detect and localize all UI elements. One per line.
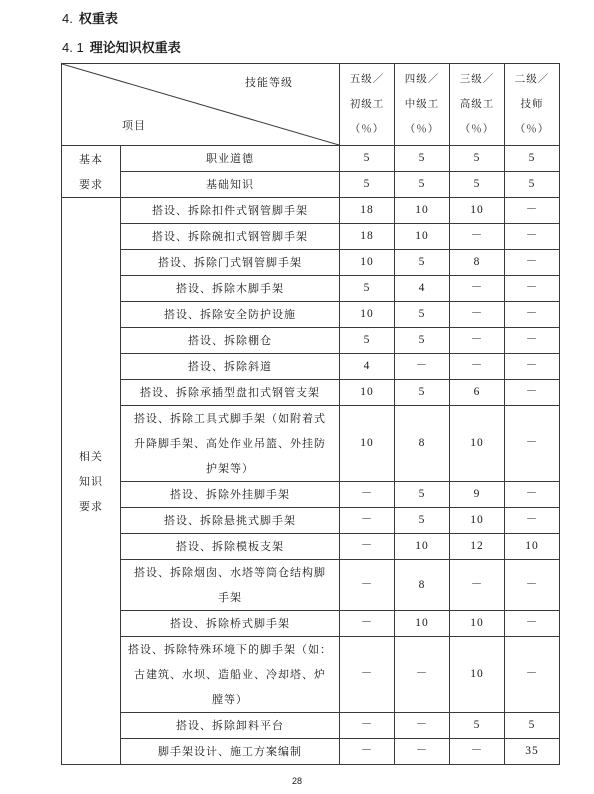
table-row	[62, 302, 560, 328]
value-cell: 18	[340, 224, 395, 250]
level-header: 四级／ 中级工 （％）	[395, 64, 450, 146]
value-cell: －	[450, 328, 505, 354]
value-cell: 10	[340, 380, 395, 406]
item-cell: 搭设、拆除承插型盘扣式钢管支架	[121, 380, 340, 406]
value-cell: －	[450, 739, 505, 765]
table-row	[62, 508, 560, 534]
value-cell: 5	[450, 172, 505, 198]
value-cell: 12	[450, 534, 505, 560]
subsection-number: 4. 1	[62, 40, 84, 55]
value-cell: －	[340, 560, 395, 611]
item-cell: 搭设、拆除烟囱、水塔等筒仓结构脚 手架	[121, 560, 340, 611]
value-cell: 10	[395, 224, 450, 250]
item-cell: 脚手架设计、施工方案编制	[121, 739, 340, 765]
value-cell: 8	[450, 250, 505, 276]
value-cell: 10	[395, 534, 450, 560]
value-cell: －	[340, 508, 395, 534]
page-number: 28	[291, 776, 302, 786]
value-cell: －	[340, 534, 395, 560]
value-cell: 5	[340, 172, 395, 198]
subsection-title: 理论知识权重表	[89, 41, 181, 56]
value-cell: 5	[340, 276, 395, 302]
value-cell: 10	[450, 198, 505, 224]
value-cell: －	[340, 739, 395, 765]
value-cell: 5	[395, 482, 450, 508]
value-cell: －	[505, 224, 560, 250]
value-cell: 5	[395, 380, 450, 406]
value-cell: 18	[340, 198, 395, 224]
value-cell: －	[395, 713, 450, 739]
value-cell: 5	[450, 146, 505, 172]
value-cell: 10	[395, 611, 450, 637]
level-header: 二级／ 技师 （％）	[505, 64, 560, 146]
item-cell: 基础知识	[121, 172, 340, 198]
value-cell: －	[505, 406, 560, 482]
value-cell: －	[505, 482, 560, 508]
value-cell: 6	[450, 380, 505, 406]
value-cell: 10	[450, 406, 505, 482]
value-cell: 10	[450, 611, 505, 637]
table-row	[62, 406, 560, 482]
table-row	[62, 637, 560, 713]
value-cell: －	[505, 508, 560, 534]
value-cell: 9	[450, 482, 505, 508]
item-cell: 搭设、拆除桥式脚手架	[121, 611, 340, 637]
table-row	[62, 380, 560, 406]
level-header: 五级／ 初级工 （％）	[340, 64, 395, 146]
value-cell: －	[505, 380, 560, 406]
value-cell: 5	[450, 713, 505, 739]
table-row	[62, 250, 560, 276]
value-cell: 4	[340, 354, 395, 380]
item-cell: 搭设、拆除扣件式钢管脚手架	[121, 198, 340, 224]
value-cell: －	[505, 328, 560, 354]
table-row	[62, 172, 560, 198]
table-row	[62, 146, 560, 172]
item-cell: 搭设、拆除卸料平台	[121, 713, 340, 739]
value-cell: 5	[505, 146, 560, 172]
value-cell: －	[450, 224, 505, 250]
table-header-row	[62, 64, 560, 146]
value-cell: 10	[450, 508, 505, 534]
value-cell: 10	[340, 302, 395, 328]
value-cell: 10	[340, 250, 395, 276]
item-cell: 搭设、拆除特殊环境下的脚手架（如： 古建筑、水坝、造船业、冷却塔、炉 膛等）	[121, 637, 340, 713]
value-cell: 5	[505, 713, 560, 739]
value-cell: －	[505, 611, 560, 637]
value-cell: －	[340, 637, 395, 713]
skill-level-label: 技能等级	[245, 76, 293, 89]
group-related-knowledge: 相关 知识 要求	[62, 198, 121, 765]
value-cell: －	[505, 250, 560, 276]
value-cell: －	[505, 637, 560, 713]
item-cell: 搭设、拆除棚仓	[121, 328, 340, 354]
table-row	[62, 224, 560, 250]
item-cell: 搭设、拆除模板支架	[121, 534, 340, 560]
value-cell: 5	[395, 508, 450, 534]
section-heading	[62, 8, 118, 27]
value-cell: －	[505, 560, 560, 611]
value-cell: 10	[505, 534, 560, 560]
item-cell: 搭设、拆除外挂脚手架	[121, 482, 340, 508]
table-row	[62, 328, 560, 354]
value-cell: 8	[395, 560, 450, 611]
value-cell: 5	[395, 302, 450, 328]
table-row	[62, 354, 560, 380]
value-cell: 5	[340, 146, 395, 172]
table-row	[62, 560, 560, 611]
group-basic-requirements: 基本 要求	[62, 146, 121, 198]
weight-table	[61, 63, 560, 765]
table-row	[62, 198, 560, 224]
item-cell: 搭设、拆除斜道	[121, 354, 340, 380]
value-cell: －	[450, 276, 505, 302]
diagonal-line	[62, 64, 339, 145]
diagonal-header-cell	[62, 64, 340, 146]
table-row	[62, 713, 560, 739]
value-cell: －	[395, 739, 450, 765]
value-cell: 8	[395, 406, 450, 482]
value-cell: －	[340, 482, 395, 508]
table-row	[62, 739, 560, 765]
value-cell: －	[450, 560, 505, 611]
value-cell: －	[395, 354, 450, 380]
value-cell: 4	[395, 276, 450, 302]
item-cell: 搭设、拆除工具式脚手架（如附着式 升降脚手架、高处作业吊篮、外挂防 护架等）	[121, 406, 340, 482]
table-row	[62, 276, 560, 302]
value-cell: －	[505, 198, 560, 224]
item-label: 项目	[122, 119, 146, 132]
subsection-heading	[62, 37, 181, 56]
table-row	[62, 534, 560, 560]
value-cell: 10	[340, 406, 395, 482]
value-cell: 5	[505, 172, 560, 198]
value-cell: －	[395, 637, 450, 713]
value-cell: －	[505, 302, 560, 328]
section-title: 权重表	[78, 12, 118, 27]
value-cell: 5	[340, 328, 395, 354]
section-number: 4.	[62, 11, 73, 26]
value-cell: 5	[395, 146, 450, 172]
item-cell: 职业道德	[121, 146, 340, 172]
value-cell: 5	[395, 250, 450, 276]
table-row	[62, 611, 560, 637]
value-cell: 5	[395, 328, 450, 354]
value-cell: －	[340, 713, 395, 739]
value-cell: －	[505, 354, 560, 380]
table-row	[62, 482, 560, 508]
value-cell: 10	[450, 637, 505, 713]
level-header: 三级／ 高级工 （％）	[450, 64, 505, 146]
value-cell: 10	[395, 198, 450, 224]
item-cell: 搭设、拆除碗扣式钢管脚手架	[121, 224, 340, 250]
value-cell: 5	[395, 172, 450, 198]
item-cell: 搭设、拆除悬挑式脚手架	[121, 508, 340, 534]
value-cell: －	[505, 276, 560, 302]
value-cell: －	[450, 354, 505, 380]
item-cell: 搭设、拆除门式钢管脚手架	[121, 250, 340, 276]
value-cell: －	[340, 611, 395, 637]
value-cell: 35	[505, 739, 560, 765]
value-cell: －	[450, 302, 505, 328]
item-cell: 搭设、拆除安全防护设施	[121, 302, 340, 328]
item-cell: 搭设、拆除木脚手架	[121, 276, 340, 302]
